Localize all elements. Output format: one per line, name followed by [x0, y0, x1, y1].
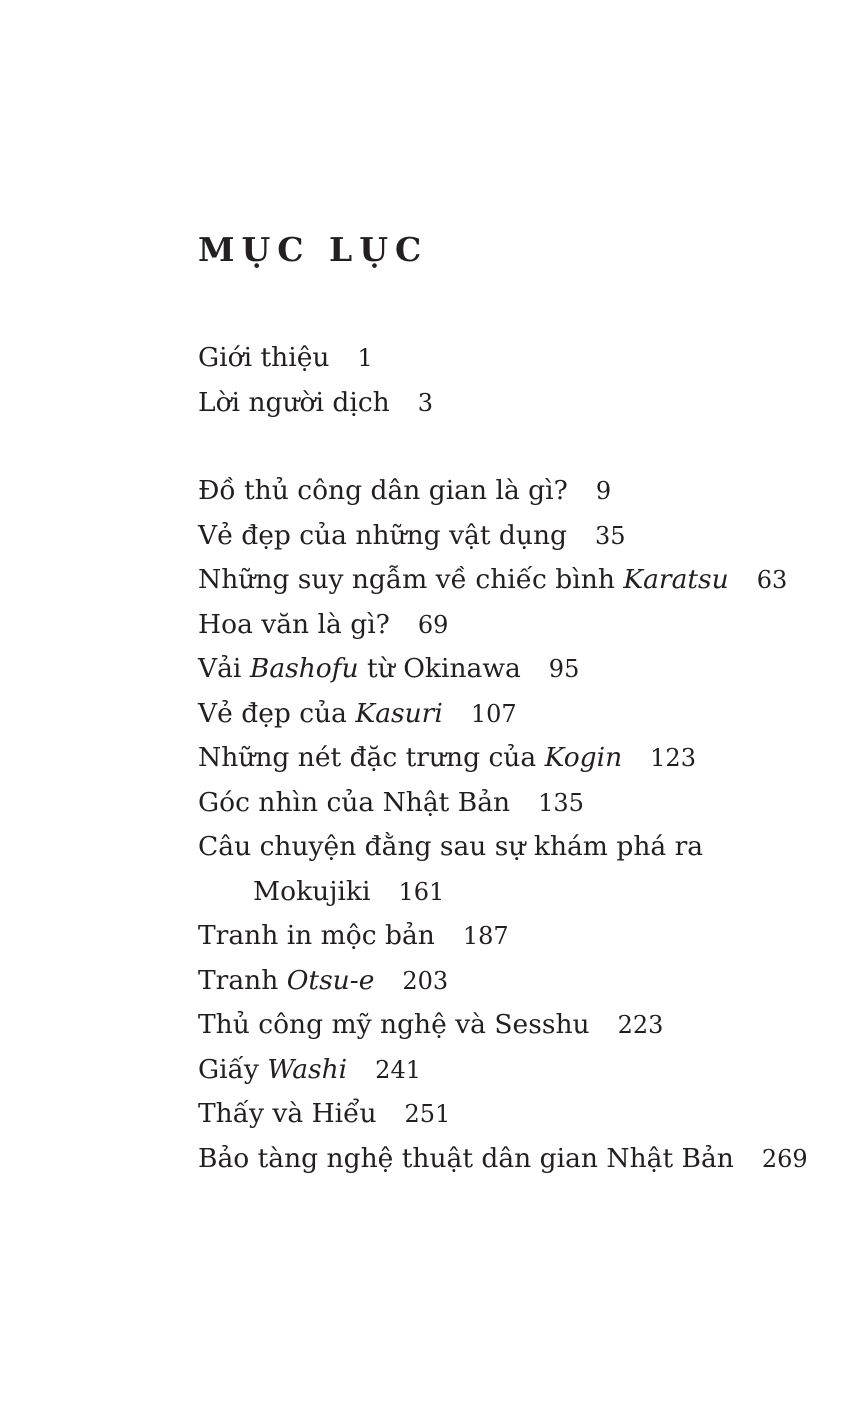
toc-page-number: 203 — [402, 966, 449, 995]
toc-entry[interactable] — [198, 647, 838, 692]
toc-entry-label: Những nét đặc trưng của Kogin — [198, 742, 623, 773]
toc-entry[interactable] — [198, 469, 838, 514]
toc-entry-label: Giới thiệu — [198, 342, 330, 373]
toc-entry-wrapped-line-2[interactable] — [198, 870, 838, 915]
toc-entry-label: Góc nhìn của Nhật Bản — [198, 786, 511, 818]
toc-entry-label: Câu chuyện đằng sau sự khám phá ra — [198, 831, 704, 862]
toc-page-number: 9 — [595, 477, 612, 505]
toc-page-number: 63 — [756, 566, 788, 594]
toc-page-number: 187 — [462, 922, 509, 950]
section-spacer — [198, 425, 838, 469]
toc-entry[interactable] — [198, 514, 838, 559]
toc-entry[interactable] — [198, 1092, 838, 1137]
toc-entry-label: Vẻ đẹp của Kasuri — [198, 697, 443, 729]
toc-entry-label: Đồ thủ công dân gian là gì? — [198, 475, 568, 506]
toc-page-number: 135 — [538, 788, 584, 817]
toc-page-number: 3 — [417, 388, 434, 417]
toc-entry-wrapped-line-1[interactable] — [198, 825, 838, 870]
toc-page-number: 123 — [650, 744, 696, 772]
toc-entry[interactable] — [198, 959, 838, 1004]
toc-entry-label: Hoa văn là gì? — [198, 608, 390, 640]
toc-entry-label: Tranh in mộc bản — [198, 920, 435, 951]
toc-entry-label: Vải Bashofu từ Okinawa — [198, 653, 521, 684]
toc-entry-label: Những suy ngẫm về chiếc bình Karatsu — [198, 564, 729, 595]
page-title: MỤC LỤC — [198, 230, 429, 269]
toc-entry[interactable] — [198, 1003, 838, 1048]
toc-entry[interactable] — [198, 558, 838, 603]
toc-entry[interactable] — [198, 736, 838, 781]
toc-page-number: 35 — [594, 521, 626, 550]
toc-page-number: 223 — [617, 1011, 664, 1039]
toc-entry-label: Mokujiki — [253, 875, 371, 907]
toc-page-number: 95 — [548, 655, 580, 683]
toc-entry[interactable] — [198, 1137, 838, 1182]
toc-entry[interactable] — [198, 781, 838, 826]
toc-entry-label: Giấy Washi — [198, 1053, 348, 1085]
toc-entry[interactable] — [198, 1048, 838, 1093]
toc-entry-label: Thủ công mỹ nghệ và Sesshu — [198, 1009, 590, 1040]
toc-entry-intro[interactable] — [198, 336, 838, 381]
toc-entry-label: Lời người dịch — [198, 386, 390, 418]
table-of-contents — [198, 336, 838, 1181]
toc-page-number: 161 — [398, 877, 445, 906]
toc-page-number: 241 — [375, 1055, 421, 1084]
toc-page-number: 107 — [470, 699, 517, 728]
toc-entry-translator-note[interactable] — [198, 381, 838, 426]
toc-entry[interactable] — [198, 603, 838, 648]
toc-entry-label: Tranh Otsu-e — [198, 964, 375, 996]
toc-page-number: 1 — [357, 344, 373, 372]
toc-entry[interactable] — [198, 692, 838, 737]
toc-page-number: 269 — [761, 1144, 808, 1173]
toc-entry-label: Bảo tàng nghệ thuật dân gian Nhật Bản — [198, 1142, 734, 1174]
toc-entry[interactable] — [198, 914, 838, 959]
toc-entry-label: Vẻ đẹp của những vật dụng — [198, 519, 567, 551]
toc-page-number: 69 — [417, 610, 449, 639]
toc-page-number: 251 — [404, 1100, 451, 1128]
toc-entry-label: Thấy và Hiểu — [198, 1098, 377, 1129]
